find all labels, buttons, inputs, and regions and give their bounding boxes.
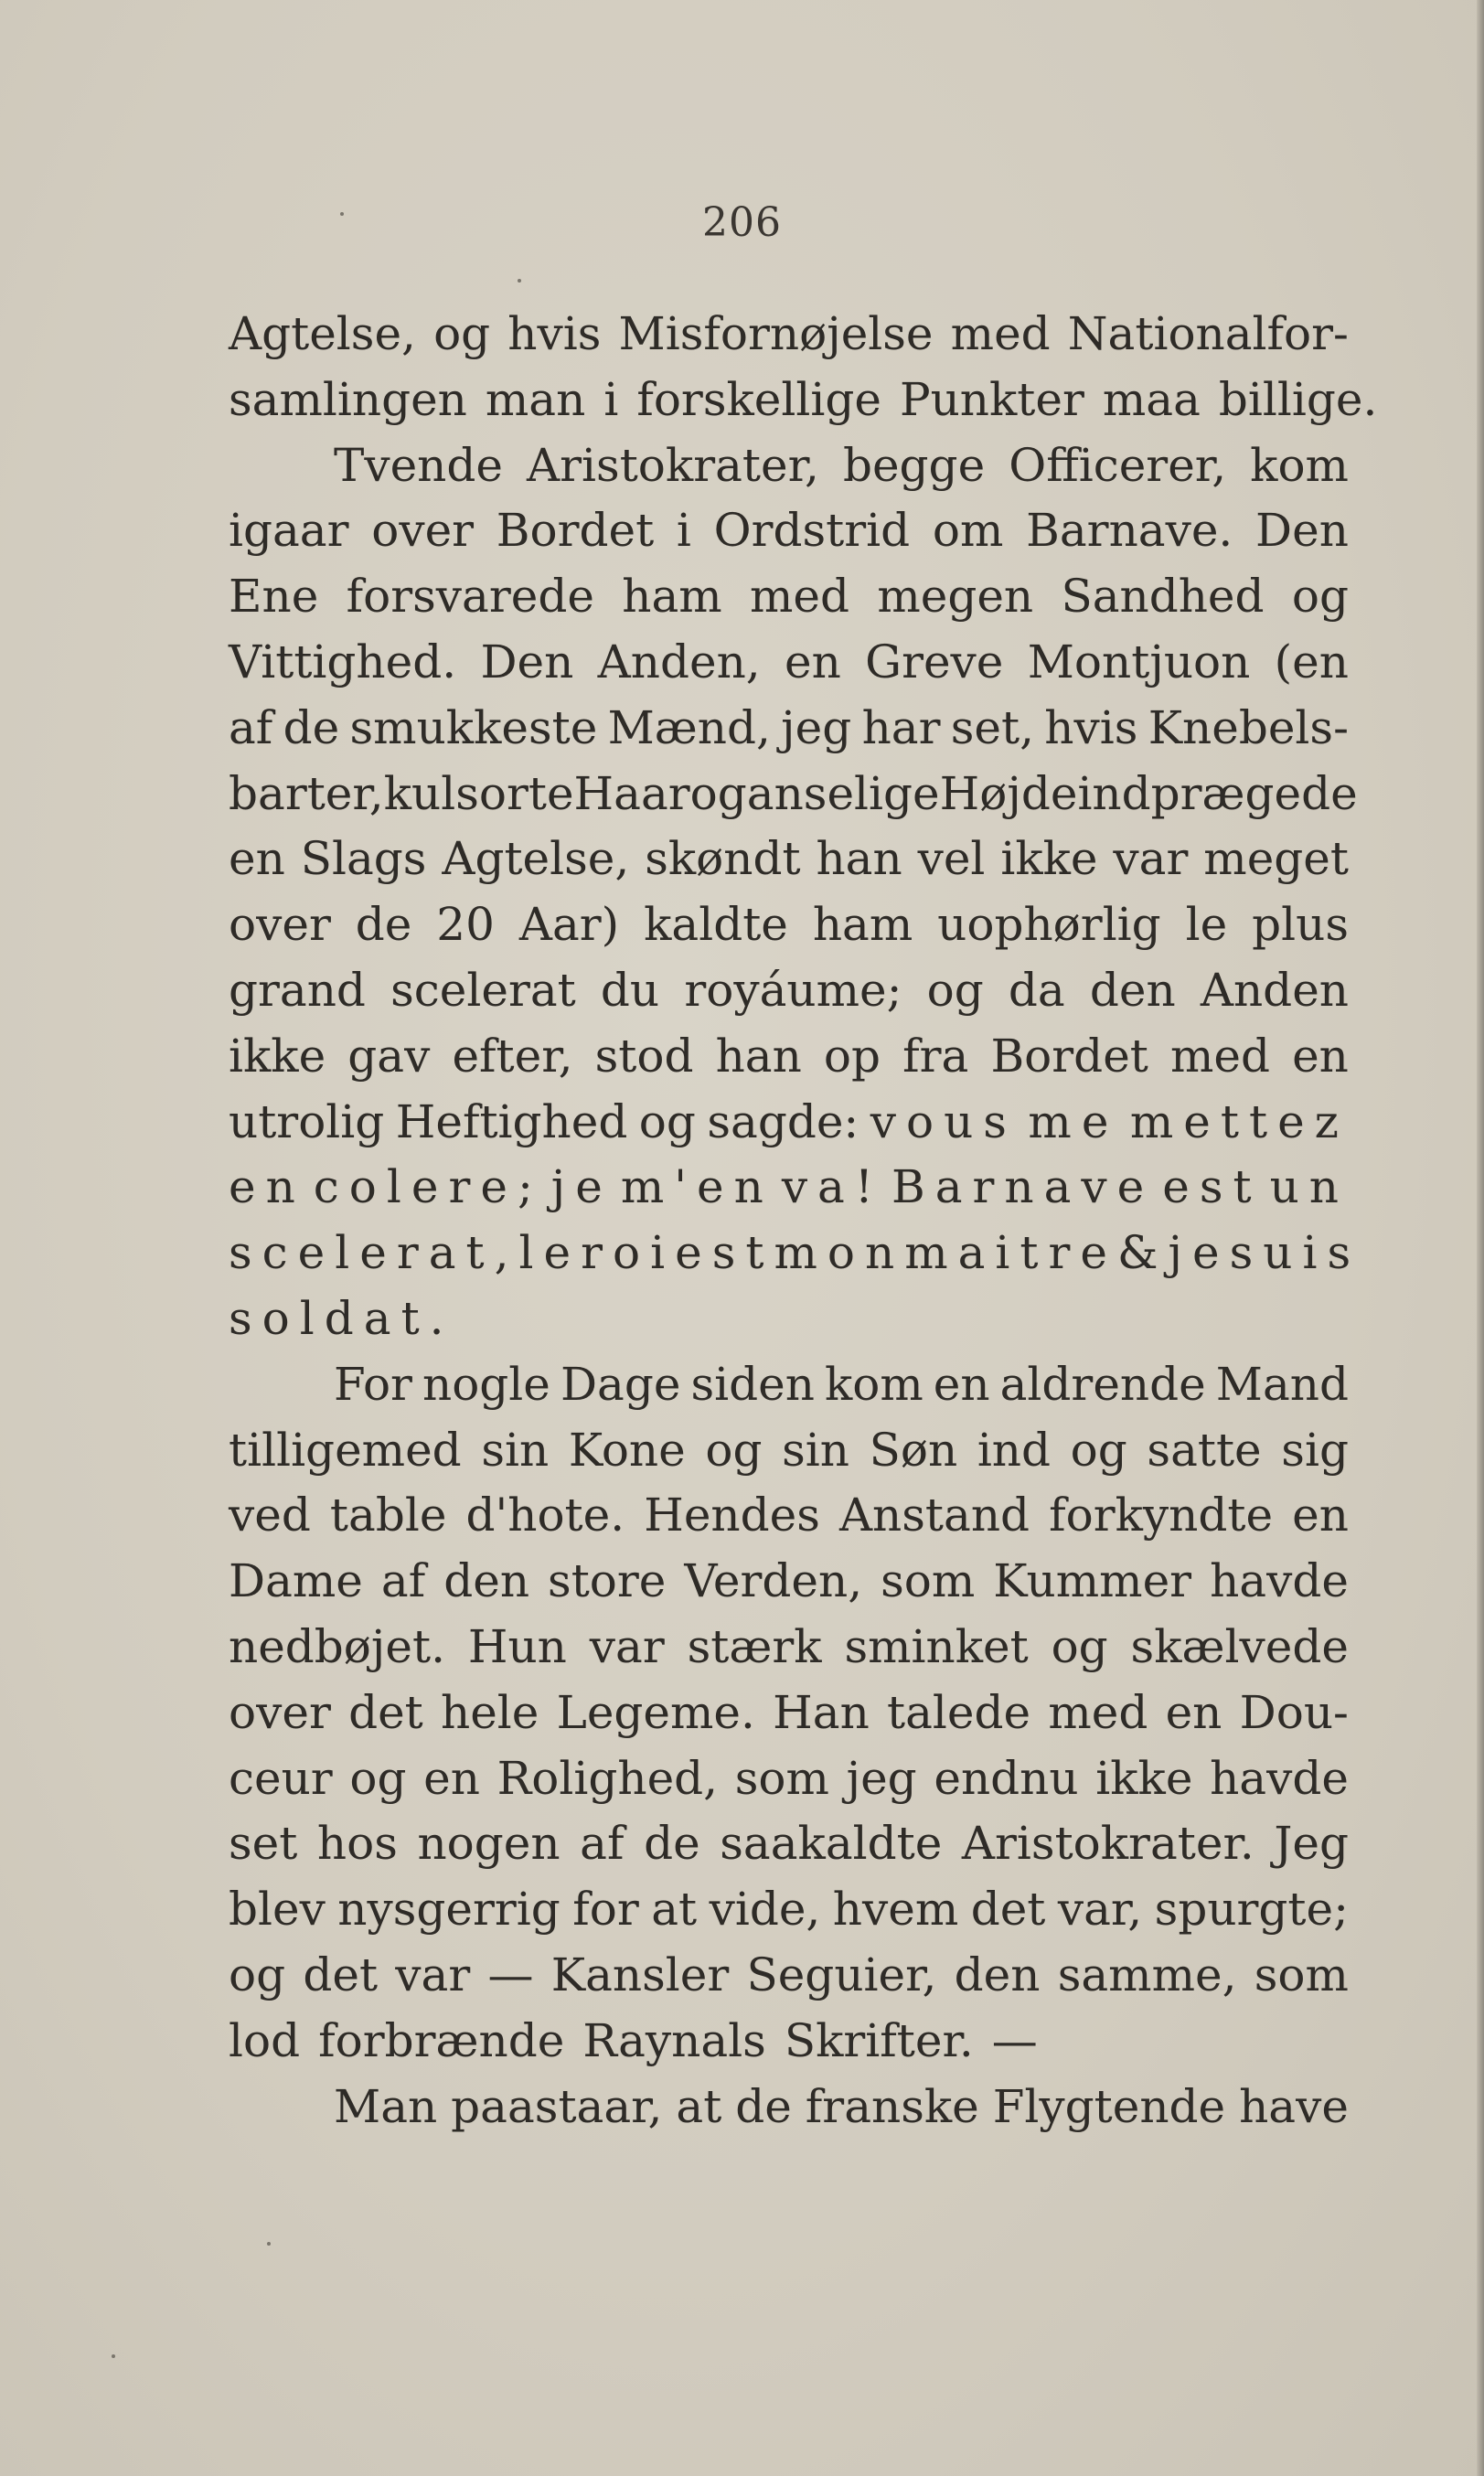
word: forsvarede	[346, 570, 594, 624]
text-line	[229, 1483, 1349, 1549]
word: soldat.	[229, 1291, 454, 1345]
word: Barnave.	[1026, 504, 1233, 558]
word: Mænd,	[607, 700, 771, 754]
word: Misfornøjelse	[618, 307, 934, 360]
word: scelerat,	[229, 1226, 519, 1280]
word: Bordet	[990, 1029, 1148, 1083]
word: Barnave	[891, 1160, 1155, 1214]
word: le	[1185, 898, 1228, 952]
word: som	[1254, 1948, 1349, 2001]
word: Man	[334, 2079, 438, 2133]
text-line	[229, 564, 1349, 630]
word: og	[229, 1948, 286, 2001]
text-line	[229, 1090, 1349, 1156]
word: maa	[1102, 372, 1201, 426]
word: —	[991, 2013, 1038, 2067]
word: og	[926, 963, 984, 1017]
word: og	[1070, 1423, 1127, 1477]
word: kulsorte	[383, 766, 574, 820]
text-line	[229, 1943, 1349, 2009]
word: Raynals	[582, 2013, 766, 2067]
word: spurgte;	[1154, 1883, 1349, 1937]
word: var	[1113, 832, 1189, 886]
word: vide,	[709, 1883, 821, 1937]
word: hvis	[1044, 700, 1138, 754]
text-line	[229, 1549, 1349, 1615]
word: est	[675, 1226, 774, 1280]
word: set,	[950, 700, 1035, 754]
word: Greve	[865, 635, 1004, 688]
word: store	[548, 1554, 667, 1608]
word: Mand	[1215, 1357, 1349, 1411]
word: Legeme.	[556, 1685, 755, 1739]
word: og	[1291, 570, 1349, 624]
word: en	[1292, 1489, 1349, 1542]
word: vel	[917, 832, 986, 886]
word: da	[1008, 963, 1065, 1017]
word: det	[970, 1883, 1046, 1937]
word: det	[303, 1948, 379, 2001]
word: ham	[812, 898, 913, 952]
word: Tvende	[334, 438, 503, 492]
word: Heftighed	[395, 1094, 628, 1148]
word: en	[1292, 1029, 1349, 1083]
word: jeg	[846, 1751, 917, 1805]
text-line	[229, 892, 1349, 958]
word: en	[229, 832, 285, 886]
word: Kone	[568, 1423, 686, 1477]
word: grand	[229, 963, 366, 1017]
word: nogen	[417, 1817, 561, 1871]
word: 20	[436, 898, 495, 952]
text-line	[229, 958, 1349, 1024]
page-edge-shadow	[1477, 0, 1484, 2476]
text-line	[229, 1155, 1349, 1221]
word: og	[689, 766, 747, 820]
word: for	[572, 1883, 639, 1937]
word: Kummer	[993, 1554, 1192, 1608]
word: og	[349, 1751, 407, 1805]
word: table	[329, 1489, 447, 1542]
word: Skrifter.	[784, 2013, 974, 2067]
word: ved	[229, 1489, 311, 1542]
text-line	[229, 1221, 1361, 1286]
word: Slags	[300, 832, 427, 886]
word: suis	[1229, 1226, 1361, 1280]
word: stod	[594, 1029, 694, 1083]
word: me	[1028, 1094, 1119, 1148]
text-line	[229, 498, 1349, 564]
word: ind	[977, 1423, 1052, 1477]
word: Anden	[1200, 963, 1349, 1017]
word: med	[750, 570, 850, 624]
word: nogle	[422, 1357, 550, 1411]
word: han	[715, 1029, 802, 1083]
word: de	[735, 2079, 792, 2133]
word: en	[423, 1751, 480, 1805]
word: af	[380, 1554, 426, 1608]
word: havde	[1210, 1554, 1349, 1608]
text-line	[229, 762, 1358, 827]
word: Agtelse,	[442, 832, 630, 886]
word: un	[1269, 1160, 1349, 1214]
word: i	[603, 372, 619, 426]
word: aldrende	[999, 1357, 1206, 1411]
word: af	[229, 700, 273, 754]
word: begge	[842, 438, 986, 492]
word: Kansler	[550, 1948, 730, 2001]
word: var	[395, 1948, 471, 2001]
word: en	[229, 1160, 305, 1214]
word: Hun	[467, 1619, 567, 1673]
word: sin	[782, 1423, 849, 1477]
word: mettez	[1129, 1094, 1349, 1148]
text-line	[229, 1681, 1349, 1746]
word: over	[371, 504, 475, 558]
word: Aristokrater,	[527, 438, 819, 492]
word: Sandhed	[1061, 570, 1265, 624]
text-line	[229, 368, 1378, 433]
word: den	[954, 1948, 1041, 2001]
word: Flygtende	[992, 2079, 1226, 2133]
speck	[267, 2242, 271, 2246]
word: nysgerrig	[337, 1883, 561, 1937]
word: endnu	[934, 1751, 1079, 1805]
word: Nationalfor-	[1067, 307, 1349, 360]
word: plus	[1252, 898, 1349, 952]
word: Haar	[573, 766, 690, 820]
text-line	[229, 696, 1349, 762]
word: ham	[622, 570, 722, 624]
text-line	[229, 1286, 1349, 1352]
word: Hendes	[644, 1489, 820, 1542]
word: indprægede	[1077, 766, 1358, 820]
page-number: 206	[702, 199, 782, 246]
word: &	[1116, 1226, 1169, 1280]
word: en	[933, 1357, 990, 1411]
word: vous	[870, 1094, 1017, 1148]
word: le	[518, 1226, 582, 1280]
word: Seguier,	[746, 1948, 937, 2001]
text-line	[229, 1811, 1349, 1877]
word: nedbøjet.	[229, 1619, 445, 1673]
word: colere;	[313, 1160, 543, 1214]
word: Han	[773, 1685, 870, 1739]
speck	[518, 279, 521, 283]
text-line	[229, 1746, 1349, 1812]
word: Anstand	[838, 1489, 1030, 1542]
word: hele	[441, 1685, 539, 1739]
word: som	[734, 1751, 829, 1805]
word: Den	[1255, 504, 1349, 558]
word: have	[1239, 2079, 1349, 2133]
word: gav	[347, 1029, 431, 1083]
word: uophørlig	[937, 898, 1161, 952]
text-line	[229, 630, 1349, 696]
text-line	[229, 2075, 1349, 2140]
word: skælvede	[1130, 1619, 1349, 1673]
word: at	[651, 1883, 698, 1937]
word: Jeg	[1274, 1817, 1349, 1871]
word: sagde:	[707, 1094, 859, 1148]
word: sin	[481, 1423, 550, 1477]
word: Anden,	[597, 635, 761, 688]
word: den	[443, 1554, 530, 1608]
word: Verden,	[684, 1554, 863, 1608]
word: var	[589, 1619, 665, 1673]
word: igaar	[229, 504, 349, 558]
word: barter,	[229, 766, 384, 820]
word: en	[1165, 1685, 1222, 1739]
word: est	[1162, 1160, 1262, 1214]
word: stærk	[687, 1619, 822, 1673]
word: —	[487, 1948, 534, 2001]
word: forkyndte	[1049, 1489, 1274, 1542]
word: Officerer,	[1009, 438, 1227, 492]
word: Aristokrater.	[961, 1817, 1254, 1871]
word: satte	[1147, 1423, 1262, 1477]
word: hvem	[832, 1883, 959, 1937]
word: og	[705, 1423, 763, 1477]
word: royáume;	[684, 963, 902, 1017]
word: og	[1051, 1619, 1108, 1673]
body-text	[229, 302, 1378, 2140]
word: set	[229, 1817, 298, 1871]
word: Søn	[869, 1423, 958, 1477]
word: siden	[690, 1357, 815, 1411]
text-line	[229, 827, 1349, 892]
word: jeg	[781, 700, 852, 754]
word: og	[433, 307, 491, 360]
word: anselige	[746, 766, 940, 820]
word: roi	[581, 1226, 676, 1280]
word: megen	[877, 570, 1034, 624]
word: For	[334, 1357, 412, 1411]
word: efter,	[452, 1029, 573, 1083]
word: Ordstrid	[713, 504, 911, 558]
word: det	[348, 1685, 423, 1739]
word: fra	[902, 1029, 969, 1083]
word: Den	[480, 635, 574, 688]
word: en	[785, 635, 841, 688]
word: forbrænde	[318, 2013, 565, 2067]
word: de	[355, 898, 412, 952]
word: d'hote.	[465, 1489, 625, 1542]
word: i	[676, 504, 691, 558]
word: sig	[1281, 1423, 1349, 1477]
word: Knebels-	[1148, 700, 1349, 754]
word: Dage	[560, 1357, 681, 1411]
word: hvis	[507, 307, 602, 360]
word: scelerat	[390, 963, 576, 1017]
text-line	[229, 2009, 1349, 2075]
word: samlingen	[229, 372, 467, 426]
word: var,	[1057, 1883, 1143, 1937]
word: har	[861, 700, 941, 754]
word: ikke	[1000, 832, 1098, 886]
word: mon	[774, 1226, 905, 1280]
word: Højde	[939, 766, 1078, 820]
word: kom	[824, 1357, 923, 1411]
text-line	[229, 1352, 1349, 1418]
word: Agtelse,	[229, 307, 416, 360]
word: og	[638, 1094, 696, 1148]
word: Vittighed.	[229, 635, 457, 688]
word: billige.	[1218, 372, 1378, 426]
word: man	[485, 372, 586, 426]
word: je	[1168, 1226, 1230, 1280]
text-line	[229, 1615, 1349, 1681]
word: maitre	[904, 1226, 1117, 1280]
speck	[112, 2354, 115, 2358]
word: Aar)	[518, 898, 620, 952]
word: Dou-	[1239, 1685, 1349, 1739]
text-line	[229, 1024, 1349, 1090]
word: med	[1169, 1029, 1270, 1083]
text-line	[229, 1877, 1349, 1943]
word: du	[600, 963, 660, 1017]
word: ikke	[1095, 1751, 1193, 1805]
word: samme,	[1057, 1948, 1237, 2001]
word: Rolighed,	[496, 1751, 719, 1805]
word: Bordet	[496, 504, 655, 558]
word: den	[1089, 963, 1176, 1017]
word: blev	[229, 1883, 326, 1937]
word: franske	[805, 2079, 979, 2133]
word: op	[823, 1029, 881, 1083]
word: han	[816, 832, 902, 886]
word: m'en	[620, 1160, 774, 1214]
word: over	[229, 898, 331, 952]
word: Ene	[229, 570, 319, 624]
word: skøndt	[645, 832, 801, 886]
word: med	[1048, 1685, 1148, 1739]
word: hos	[316, 1817, 398, 1871]
word: de	[283, 700, 340, 754]
word: som	[881, 1554, 976, 1608]
word: kaldte	[644, 898, 788, 952]
word: lod	[229, 2013, 301, 2067]
word: med	[950, 307, 1051, 360]
word: va!	[781, 1160, 883, 1214]
word: Punkter	[899, 372, 1084, 426]
word: sminket	[844, 1619, 1029, 1673]
word: paastaar,	[451, 2079, 663, 2133]
word: ceur	[229, 1751, 333, 1805]
word: kom	[1250, 438, 1349, 492]
word: saakaldte	[720, 1817, 943, 1871]
word: om	[932, 504, 1004, 558]
word: Dame	[229, 1554, 363, 1608]
word: Montjuon	[1027, 635, 1251, 688]
word: je	[550, 1160, 613, 1214]
word: talede	[887, 1685, 1031, 1739]
word: af	[580, 1817, 625, 1871]
word: havde	[1210, 1751, 1349, 1805]
text-line	[229, 433, 1349, 499]
text-line	[229, 1418, 1349, 1484]
word: forskellige	[636, 372, 881, 426]
word: meget	[1203, 832, 1349, 886]
word: at	[676, 2079, 722, 2133]
word: smukkeste	[349, 700, 598, 754]
text-line	[229, 302, 1349, 368]
word: over	[229, 1685, 331, 1739]
speck	[340, 212, 344, 216]
word: de	[644, 1817, 700, 1871]
word: ikke	[229, 1029, 326, 1083]
word: utrolig	[229, 1094, 385, 1148]
word: tilligemed	[229, 1423, 462, 1477]
word: (en	[1274, 635, 1349, 688]
